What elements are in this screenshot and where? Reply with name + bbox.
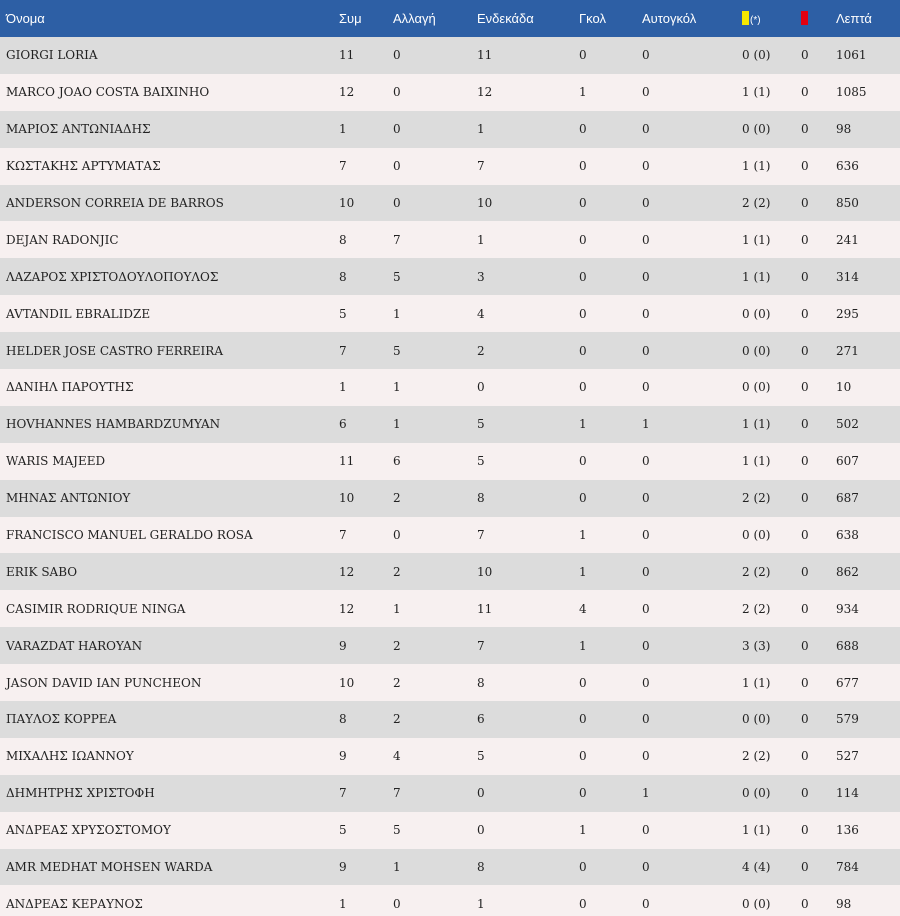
player-name[interactable]: DEJAN RADONJIC (6, 232, 119, 247)
own-goals-cell: 0 (642, 675, 650, 690)
yellow-cards-cell: 0 (0) (742, 528, 771, 543)
starts-cell: 5 (477, 749, 485, 764)
yellow-cards-cell: 0 (0) (742, 343, 771, 358)
minutes-cell: 784 (836, 860, 859, 875)
header-minutes[interactable] (830, 0, 900, 37)
header-yellow-suffix: (*) (750, 15, 761, 26)
apps-cell: 10 (339, 491, 355, 506)
apps-cell: 1 (339, 896, 347, 911)
minutes-cell: 98 (836, 896, 852, 911)
minutes-cell: 1061 (836, 48, 867, 63)
goals-cell: 1 (579, 638, 587, 653)
goals-cell: 0 (579, 159, 587, 174)
goals-cell: 0 (579, 232, 587, 247)
apps-cell: 9 (339, 749, 347, 764)
header-row (0, 0, 900, 37)
minutes-cell: 636 (836, 159, 859, 174)
header-apps-label: Συμ (339, 11, 362, 26)
own-goals-cell: 1 (642, 786, 650, 801)
own-goals-cell: 1 (642, 417, 650, 432)
goals-cell: 0 (579, 749, 587, 764)
goals-cell: 0 (579, 122, 587, 137)
goals-cell: 1 (579, 823, 587, 838)
table-row (0, 590, 900, 627)
subs-cell: 0 (393, 85, 401, 100)
subs-cell: 2 (393, 491, 401, 506)
header-goals-label: Γκολ (579, 11, 606, 26)
minutes-cell: 677 (836, 675, 859, 690)
red-cards-cell: 0 (801, 860, 809, 875)
table-row (0, 332, 900, 369)
subs-cell: 2 (393, 675, 401, 690)
minutes-cell: 502 (836, 417, 859, 432)
starts-cell: 11 (477, 48, 493, 63)
minutes-cell: 850 (836, 196, 859, 210)
starts-cell: 5 (477, 454, 485, 469)
apps-cell: 9 (339, 860, 347, 875)
goals-cell: 0 (579, 343, 587, 358)
minutes-cell: 10 (836, 380, 852, 395)
red-cards-cell: 0 (801, 454, 809, 469)
subs-cell: 0 (393, 48, 401, 63)
starts-cell: 1 (477, 232, 485, 247)
subs-cell: 2 (393, 712, 401, 727)
apps-cell: 8 (339, 232, 347, 247)
yellow-cards-cell: 2 (2) (742, 491, 771, 506)
red-cards-cell: 0 (801, 491, 809, 506)
player-name[interactable]: FRANCISCO MANUEL GERALDO ROSA (6, 528, 253, 543)
goals-cell: 1 (579, 528, 587, 543)
subs-cell: 5 (393, 269, 401, 284)
player-name[interactable]: ΜΑΡΙΟΣ ΑΝΤΩΝΙΑΔΗΣ (6, 122, 151, 137)
apps-cell: 9 (339, 638, 347, 653)
apps-cell: 10 (339, 196, 355, 210)
yellow-cards-cell: 1 (1) (742, 85, 771, 100)
apps-cell: 10 (339, 675, 355, 690)
minutes-cell: 114 (836, 786, 859, 801)
table-row (0, 517, 900, 554)
apps-cell: 12 (339, 85, 355, 100)
starts-cell: 1 (477, 122, 485, 137)
table-row (0, 775, 900, 812)
apps-cell: 7 (339, 786, 347, 801)
player-name[interactable]: WARIS MAJEED (6, 454, 106, 469)
player-name[interactable]: ΚΩΣΤΑΚΗΣ ΑΡΤΥΜΑΤΑΣ (6, 159, 161, 174)
player-name[interactable]: ΔΗΜΗΤΡΗΣ ΧΡΙΣΤΟΦΗ (6, 786, 155, 801)
subs-cell: 0 (393, 896, 401, 911)
starts-cell: 0 (477, 786, 485, 801)
table-row (0, 37, 900, 74)
goals-cell: 0 (579, 491, 587, 506)
starts-cell: 1 (477, 896, 485, 911)
minutes-cell: 687 (836, 491, 859, 506)
minutes-cell: 862 (836, 564, 859, 579)
starts-cell: 10 (477, 564, 493, 579)
starts-cell: 12 (477, 85, 493, 100)
red-cards-cell: 0 (801, 85, 809, 100)
table-row (0, 295, 900, 332)
apps-cell: 6 (339, 417, 347, 432)
apps-cell: 8 (339, 712, 347, 727)
red-cards-cell: 0 (801, 48, 809, 63)
own-goals-cell: 0 (642, 712, 650, 727)
starts-cell: 0 (477, 380, 485, 395)
subs-cell: 0 (393, 196, 401, 210)
own-goals-cell: 0 (642, 601, 650, 616)
goals-cell: 0 (579, 48, 587, 63)
subs-cell: 2 (393, 564, 401, 579)
red-cards-cell: 0 (801, 380, 809, 395)
subs-cell: 1 (393, 417, 401, 432)
starts-cell: 8 (477, 491, 485, 506)
header-goals[interactable] (573, 0, 636, 37)
yellow-cards-cell: 3 (3) (742, 638, 771, 653)
subs-cell: 1 (393, 380, 401, 395)
red-cards-cell: 0 (801, 269, 809, 284)
red-cards-cell: 0 (801, 564, 809, 579)
player-name[interactable]: ANDERSON CORREIA DE BARROS (6, 196, 224, 210)
player-name[interactable]: AVTANDIL EBRALIDZE (6, 306, 151, 321)
player-name[interactable]: ΔΑΝΙΗΛ ΠΑΡΟΥΤΗΣ (6, 380, 134, 395)
subs-cell: 4 (393, 749, 401, 764)
red-cards-cell: 0 (801, 675, 809, 690)
player-name[interactable]: JASON DAVID IAN PUNCHEON (6, 675, 202, 690)
goals-cell: 0 (579, 675, 587, 690)
table-row (0, 553, 900, 590)
apps-cell: 7 (339, 159, 347, 174)
header-name-label: Όνομα (6, 11, 45, 26)
header-red-cards[interactable] (795, 0, 830, 37)
yellow-cards-cell: 2 (2) (742, 601, 771, 616)
player-name[interactable]: ΛΑΖΑΡΟΣ ΧΡΙΣΤΟΔΟΥΛΟΠΟΥΛΟΣ (6, 269, 219, 284)
red-cards-cell: 0 (801, 896, 809, 911)
goals-cell: 1 (579, 417, 587, 432)
red-cards-cell: 0 (801, 601, 809, 616)
player-name[interactable]: VARAZDAT HAROYAN (6, 638, 143, 653)
apps-cell: 11 (339, 454, 355, 469)
own-goals-cell: 0 (642, 122, 650, 137)
header-subs[interactable] (387, 0, 471, 37)
goals-cell: 0 (579, 712, 587, 727)
minutes-cell: 271 (836, 343, 859, 358)
header-apps[interactable] (333, 0, 387, 37)
starts-cell: 8 (477, 860, 485, 875)
header-yellow-cards[interactable] (736, 0, 795, 37)
yellow-cards-cell: 2 (2) (742, 749, 771, 764)
red-cards-cell: 0 (801, 306, 809, 321)
table-row (0, 369, 900, 406)
table-row (0, 701, 900, 738)
player-name[interactable]: ΜΗΝΑΣ ΑΝΤΩΝΙΟΥ (6, 491, 131, 506)
yellow-cards-cell: 1 (1) (742, 417, 771, 432)
own-goals-cell: 0 (642, 232, 650, 247)
player-name[interactable]: CASIMIR RODRIQUE NINGA (6, 601, 186, 616)
red-cards-cell: 0 (801, 749, 809, 764)
table-row (0, 849, 900, 886)
red-cards-cell: 0 (801, 638, 809, 653)
own-goals-cell: 0 (642, 343, 650, 358)
red-card-icon (801, 11, 808, 25)
table-row (0, 443, 900, 480)
subs-cell: 1 (393, 306, 401, 321)
player-name[interactable]: AMR MEDHAT MOHSEN WARDA (6, 860, 213, 875)
player-name[interactable]: GIORGI LORIA (6, 48, 98, 63)
red-cards-cell: 0 (801, 196, 809, 210)
red-cards-cell: 0 (801, 122, 809, 137)
yellow-cards-cell: 0 (0) (742, 380, 771, 395)
apps-cell: 8 (339, 269, 347, 284)
player-name[interactable]: HOVHANNES HAMBARDZUMYAN (6, 417, 221, 432)
player-name[interactable]: ΠΑΥΛΟΣ ΚΟΡΡΕΑ (6, 712, 117, 727)
minutes-cell: 638 (836, 528, 859, 543)
red-cards-cell: 0 (801, 786, 809, 801)
own-goals-cell: 0 (642, 380, 650, 395)
apps-cell: 5 (339, 823, 347, 838)
table-row (0, 185, 900, 222)
own-goals-cell: 0 (642, 85, 650, 100)
table-row (0, 111, 900, 148)
own-goals-cell: 0 (642, 454, 650, 469)
own-goals-cell: 0 (642, 528, 650, 543)
own-goals-cell: 0 (642, 896, 650, 911)
starts-cell: 8 (477, 675, 485, 690)
red-cards-cell: 0 (801, 417, 809, 432)
table-row (0, 480, 900, 517)
player-name[interactable]: ΜΙΧΑΛΗΣ ΙΩΑΝΝΟΥ (6, 749, 134, 764)
subs-cell: 0 (393, 159, 401, 174)
header-starts[interactable] (471, 0, 573, 37)
yellow-cards-cell: 2 (2) (742, 196, 771, 210)
subs-cell: 5 (393, 343, 401, 358)
yellow-card-icon (742, 11, 749, 25)
minutes-cell: 314 (836, 269, 859, 284)
player-name[interactable]: HELDER JOSE CASTRO FERREIRA (6, 343, 223, 358)
table-row (0, 148, 900, 185)
starts-cell: 10 (477, 196, 493, 210)
yellow-cards-cell: 1 (1) (742, 675, 771, 690)
header-minutes-label: Λεπτά (836, 11, 872, 26)
starts-cell: 3 (477, 269, 485, 284)
subs-cell: 5 (393, 823, 401, 838)
header-own-goals-label: Αυτογκόλ (642, 11, 697, 26)
goals-cell: 0 (579, 196, 587, 210)
minutes-cell: 607 (836, 454, 859, 469)
minutes-cell: 295 (836, 306, 859, 321)
apps-cell: 5 (339, 306, 347, 321)
minutes-cell: 934 (836, 601, 859, 616)
own-goals-cell: 0 (642, 491, 650, 506)
yellow-cards-cell: 1 (1) (742, 232, 771, 247)
minutes-cell: 579 (836, 712, 859, 727)
minutes-cell: 98 (836, 122, 852, 137)
table-row (0, 74, 900, 111)
apps-cell: 7 (339, 343, 347, 358)
yellow-cards-cell: 0 (0) (742, 896, 771, 911)
yellow-cards-cell: 1 (1) (742, 823, 771, 838)
goals-cell: 0 (579, 786, 587, 801)
yellow-cards-cell: 0 (0) (742, 48, 771, 63)
red-cards-cell: 0 (801, 159, 809, 174)
starts-cell: 4 (477, 306, 485, 321)
own-goals-cell: 0 (642, 196, 650, 210)
own-goals-cell: 0 (642, 860, 650, 875)
minutes-cell: 527 (836, 749, 859, 764)
table-header (0, 0, 900, 37)
table-row (0, 664, 900, 701)
red-cards-cell: 0 (801, 823, 809, 838)
table-row (0, 812, 900, 849)
subs-cell: 2 (393, 638, 401, 653)
yellow-cards-cell: 1 (1) (742, 269, 771, 284)
table-row (0, 406, 900, 443)
yellow-cards-cell: 0 (0) (742, 306, 771, 321)
table-row (0, 258, 900, 295)
subs-cell: 0 (393, 528, 401, 543)
starts-cell: 7 (477, 528, 485, 543)
yellow-cards-cell: 0 (0) (742, 786, 771, 801)
goals-cell: 0 (579, 269, 587, 284)
own-goals-cell: 0 (642, 638, 650, 653)
own-goals-cell: 0 (642, 159, 650, 174)
player-name[interactable]: ΑΝΔΡΕΑΣ ΚΕΡΑΥΝΟΣ (6, 896, 143, 911)
goals-cell: 0 (579, 860, 587, 875)
goals-cell: 1 (579, 85, 587, 100)
apps-cell: 1 (339, 122, 347, 137)
table-row (0, 738, 900, 775)
starts-cell: 2 (477, 343, 485, 358)
header-subs-label: Αλλαγή (393, 11, 436, 26)
own-goals-cell: 0 (642, 48, 650, 63)
player-name[interactable]: ERIK SABO (6, 564, 78, 579)
player-name[interactable]: ΑΝΔΡΕΑΣ ΧΡΥΣΟΣΤΟΜΟΥ (6, 823, 171, 838)
subs-cell: 7 (393, 232, 401, 247)
header-starts-label: Ενδεκάδα (477, 11, 534, 26)
player-name[interactable]: MARCO JOAO COSTA BAIXINHO (6, 85, 210, 100)
own-goals-cell: 0 (642, 306, 650, 321)
goals-cell: 0 (579, 306, 587, 321)
own-goals-cell: 0 (642, 823, 650, 838)
own-goals-cell: 0 (642, 269, 650, 284)
apps-cell: 12 (339, 564, 355, 579)
starts-cell: 5 (477, 417, 485, 432)
subs-cell: 6 (393, 454, 401, 469)
table-row (0, 221, 900, 258)
subs-cell: 0 (393, 122, 401, 137)
yellow-cards-cell: 4 (4) (742, 860, 771, 875)
starts-cell: 0 (477, 823, 485, 838)
goals-cell: 1 (579, 564, 587, 579)
table-row (0, 627, 900, 664)
own-goals-cell: 0 (642, 564, 650, 579)
subs-cell: 1 (393, 860, 401, 875)
goals-cell: 0 (579, 454, 587, 469)
own-goals-cell: 0 (642, 749, 650, 764)
goals-cell: 0 (579, 380, 587, 395)
header-name[interactable] (0, 0, 333, 37)
header-own-goals[interactable] (636, 0, 736, 37)
starts-cell: 11 (477, 601, 493, 616)
subs-cell: 1 (393, 601, 401, 616)
yellow-cards-cell: 0 (0) (742, 122, 771, 137)
starts-cell: 7 (477, 159, 485, 174)
minutes-cell: 1085 (836, 85, 867, 100)
yellow-cards-cell: 0 (0) (742, 712, 771, 727)
apps-cell: 11 (339, 48, 355, 63)
red-cards-cell: 0 (801, 232, 809, 247)
table-row (0, 885, 900, 916)
red-cards-cell: 0 (801, 712, 809, 727)
minutes-cell: 688 (836, 638, 859, 653)
minutes-cell: 241 (836, 232, 859, 247)
goals-cell: 4 (579, 601, 587, 616)
starts-cell: 6 (477, 712, 485, 727)
apps-cell: 1 (339, 380, 347, 395)
subs-cell: 7 (393, 786, 401, 801)
starts-cell: 7 (477, 638, 485, 653)
yellow-cards-cell: 1 (1) (742, 159, 771, 174)
minutes-cell: 136 (836, 823, 859, 838)
red-cards-cell: 0 (801, 528, 809, 543)
yellow-cards-cell: 2 (2) (742, 564, 771, 579)
table-body (0, 37, 900, 916)
apps-cell: 7 (339, 528, 347, 543)
red-cards-cell: 0 (801, 343, 809, 358)
apps-cell: 12 (339, 601, 355, 616)
yellow-cards-cell: 1 (1) (742, 454, 771, 469)
goals-cell: 0 (579, 896, 587, 911)
